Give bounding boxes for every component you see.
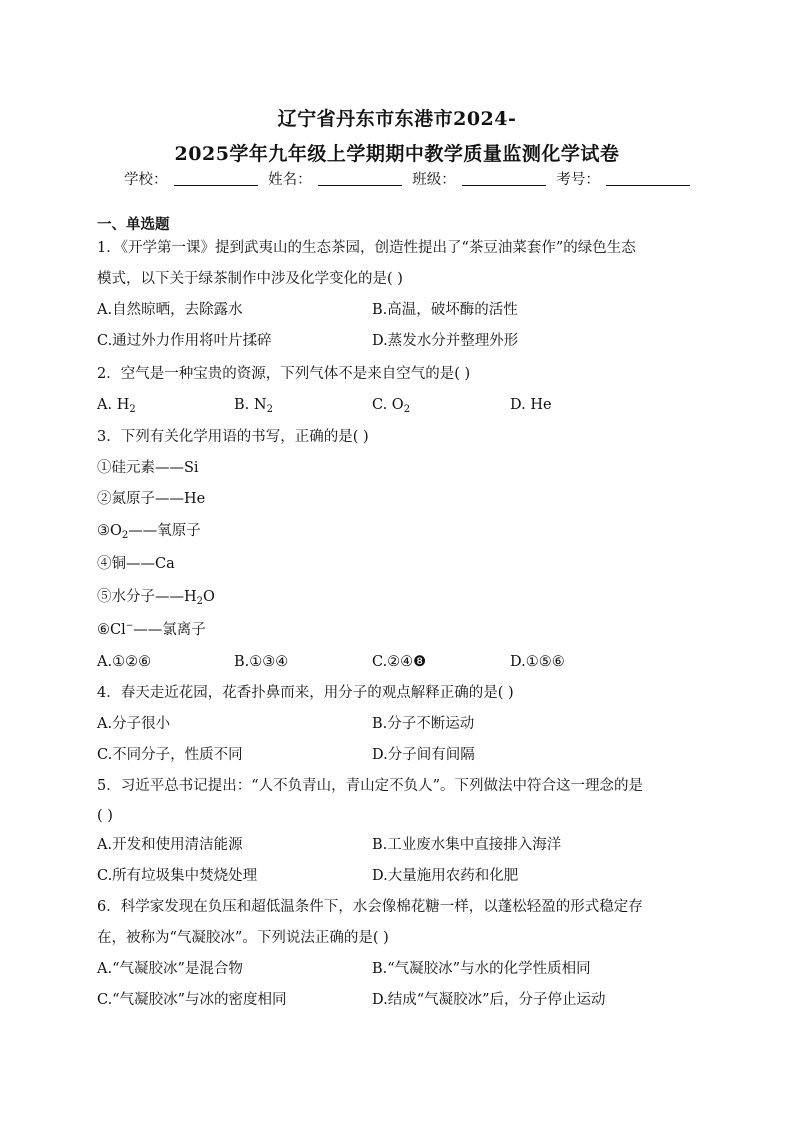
exam-title-line2: 2025学年九年级上学期期中教学质量监测化学试卷: [174, 143, 620, 165]
q4-stem: 4．春天走近花园，花香扑鼻而来，用分子的观点解释正确的是( ): [97, 685, 514, 701]
q5-stem-line1: 5．习近平总书记提出：“人不负青山，青山定不负人”。下列做法中符合这一理念的是: [97, 778, 644, 794]
q3-item-6: ⑥Cl−——氯离子: [97, 621, 206, 638]
exam-number-label: 考号：: [556, 172, 600, 188]
q4-option-c: C.不同分子，性质不同: [97, 747, 243, 763]
q5-option-d: D.大量施用农药和化肥: [372, 868, 519, 884]
q6-option-c: C.“气凝胶冰”与冰的密度相同: [97, 992, 287, 1008]
q3-item-3: $③O_2——$氧原子: [97, 523, 201, 541]
q3-item-1: ①硅元素——Si: [97, 460, 199, 476]
q1-option-a: A.自然晾晒，去除露水: [97, 302, 243, 318]
school-blank: [174, 171, 258, 186]
q3-item-4: ④铜——Ca: [97, 556, 175, 572]
q5-option-b: B.工业废水集中直接排入海洋: [372, 837, 562, 853]
q2-option-b: B. $N_2$: [234, 397, 273, 415]
q3-option-b: B.①③④: [234, 654, 289, 670]
q3-option-a: A.①②⑥: [97, 654, 152, 670]
name-label: 姓名：: [268, 172, 312, 188]
section-title: 一、单选题: [97, 216, 170, 233]
q1-option-d: D.蒸发水分并整理外形: [372, 333, 519, 349]
q2-option-a: A. $H_2$: [97, 397, 136, 415]
q4-option-b: B.分子不断运动: [372, 716, 475, 732]
q3-item-5: ⑤水分子$——H_2O$: [97, 589, 215, 607]
q1-stem-line2: 模式，以下关于绿茶制作中涉及化学变化的是( ): [97, 271, 403, 287]
q2-stem: 2．空气是一种宝贵的资源，下列气体不是来自空气的是( ): [97, 366, 471, 382]
q3-option-c: C.②④❽: [372, 654, 427, 670]
q6-stem-line2: 在，被称为“气凝胶冰”。下列说法正确的是( ): [97, 930, 389, 946]
q3-item-2: ②氮原子——He: [97, 491, 206, 507]
exam-number-blank: [606, 171, 690, 186]
class-label: 班级：: [412, 172, 456, 188]
exam-title-line1: 辽宁省丹东市东港市2024-: [277, 108, 517, 130]
class-blank: [462, 171, 546, 186]
q6-option-a: A.“气凝胶冰”是混合物: [97, 961, 243, 977]
q1-option-c: C.通过外力作用将叶片揉碎: [97, 333, 272, 349]
q2-option-c: C. $O_2$: [372, 397, 411, 415]
q6-stem-line1: 6．科学家发现在负压和超低温条件下，水会像棉花糖一样，以蓬松轻盈的形式稳定存: [97, 899, 643, 915]
q4-option-a: A.分子很小: [97, 716, 171, 732]
q4-option-d: D.分子间有间隔: [372, 747, 475, 763]
q6-option-b: B.“气凝胶冰”与水的化学性质相同: [372, 961, 591, 977]
q5-stem-line2: ( ): [97, 808, 113, 824]
q2-option-d: D. He: [510, 397, 552, 413]
q5-option-c: C.所有垃圾集中焚烧处理: [97, 868, 258, 884]
q1-stem-line1: 1．《开学第一课》提到武夷山的生态茶园，创造性提出了“茶豆油菜套作”的绿色生态: [97, 240, 636, 256]
q6-option-d: D.结成“气凝胶冰”后，分子停止运动: [372, 992, 606, 1008]
school-label: 学校：: [124, 172, 168, 188]
q3-stem: 3．下列有关化学用语的书写，正确的是( ): [97, 429, 369, 445]
q1-option-b: B.高温，破坏酶的活性: [372, 302, 518, 318]
q3-option-d: D.①⑤⑥: [510, 654, 565, 670]
q5-option-a: A.开发和使用清洁能源: [97, 837, 243, 853]
name-blank: [318, 171, 402, 186]
student-info-row: [124, 170, 696, 190]
